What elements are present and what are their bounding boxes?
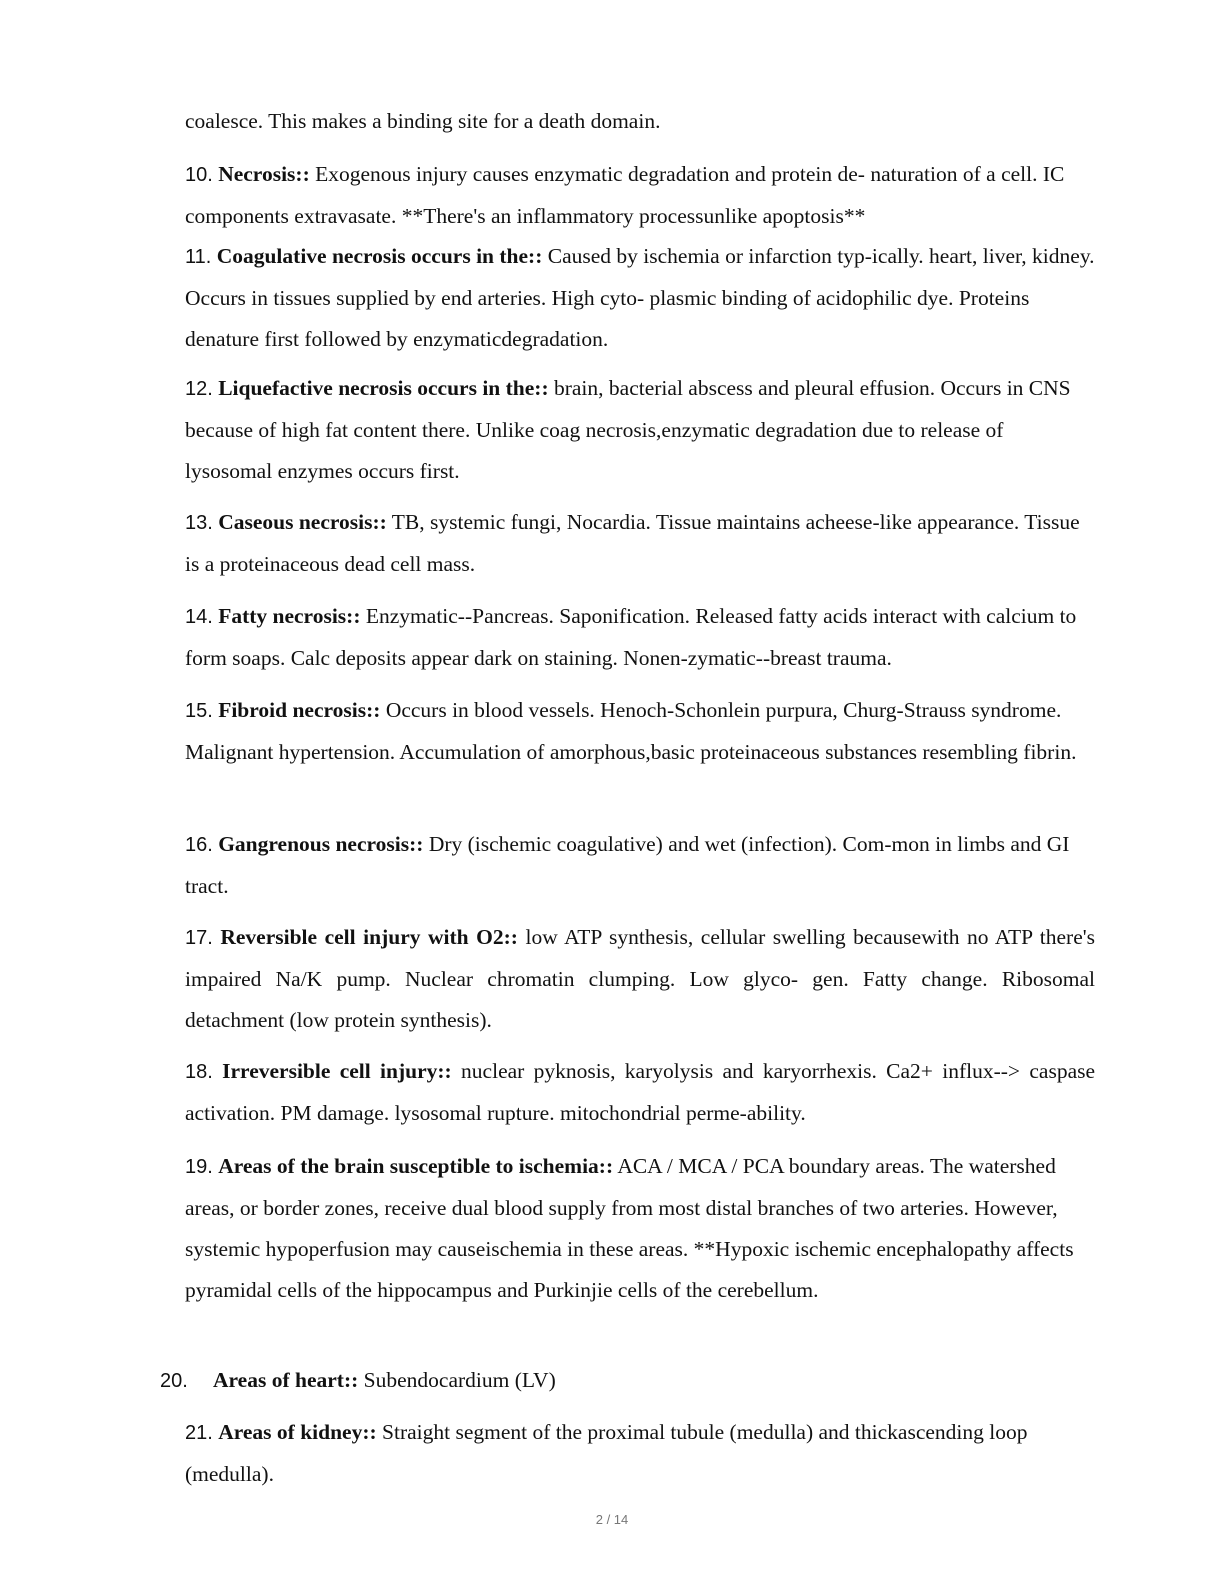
item-number: 21. (185, 1422, 213, 1444)
item-irreversible-cell-injury (185, 1051, 1095, 1134)
item-term: Caseous necrosis:: (218, 510, 387, 534)
item-number: 11. (185, 246, 212, 268)
item-liquefactive-necrosis (185, 368, 1095, 492)
item-number: 20. (160, 1370, 188, 1392)
item-coagulative-necrosis (185, 236, 1095, 360)
item-number: 19. (185, 1156, 213, 1178)
item-term: Fatty necrosis:: (218, 604, 361, 628)
item-number: 14. (185, 606, 213, 628)
item-number: 17. (185, 927, 213, 949)
item-text: Occurs in blood vessels. Henoch-Schonlein purpura, Churg-Strauss syndrome. Malignant hypertension. Accumulation of amorphous,basic proteinaceous substances resembling fibrin. (185, 698, 1077, 764)
item-fatty-necrosis (185, 596, 1095, 679)
item-necrosis (185, 154, 1095, 237)
item-text: TB, systemic fungi, Nocardia. Tissue maintains acheese-like appearance. Tissue is a proteinaceous dead cell mass. (185, 510, 1080, 576)
item-term: Reversible cell injury with O2:: (220, 925, 518, 949)
item-number: 15. (185, 700, 213, 722)
item-caseous-necrosis (185, 502, 1095, 585)
item-term: Coagulative necrosis occurs in the:: (216, 244, 543, 268)
item-term: Necrosis:: (218, 162, 310, 186)
item-text: low ATP synthesis, cellular swelling becausewith no ATP there's impaired Na/K pump. Nuclear chromatin clumping. Low glyco- gen. Fatty change. Ribosomal detachment (low protein synthesis). (185, 925, 1095, 1032)
item-brain-ischemia (185, 1146, 1095, 1311)
item-text: Exogenous injury causes enzymatic degradation and protein de- naturation of a cell. IC components extravasate. **There's an inflammatory processunlike apoptosis** (185, 162, 1065, 228)
continuation-paragraph: coalesce. This makes a binding site for a death domain. (185, 109, 661, 133)
item-text: Dry (ischemic coagulative) and wet (infection). Com-mon in limbs and GI tract. (185, 832, 1070, 898)
item-text: Enzymatic--Pancreas. Saponification. Released fatty acids interact with calcium to form soaps. Calc deposits appear dark on staining. Nonen-zymatic--breast trauma. (185, 604, 1077, 670)
item-text: Subendocardium (LV) (358, 1368, 556, 1392)
item-text: Caused by ischemia or infarction typ-ically. heart, liver, kidney. Occurs in tissues supplied by end arteries. High cyto- plasmic binding of acidophilic dye. Proteins denature first followed by enzymaticdegradation. (185, 244, 1095, 351)
item-gangrenous-necrosis (185, 824, 1095, 907)
item-text: nuclear pyknosis, karyolysis and karyorrhexis. Ca2+ influx--> caspase activation. PM damage. lysosomal rupture. mitochondrial perme-ability. (185, 1059, 1096, 1125)
item-number: 13. (185, 512, 213, 534)
item-number: 18. (185, 1061, 213, 1083)
item-number: 10. (185, 164, 213, 186)
item-term: Fibroid necrosis:: (218, 698, 381, 722)
item-reversible-cell-injury (185, 917, 1095, 1041)
item-term: Irreversible cell injury:: (222, 1059, 452, 1083)
item-areas-of-heart (160, 1360, 1070, 1402)
item-areas-of-kidney (185, 1412, 1095, 1495)
item-term: Liquefactive necrosis occurs in the:: (218, 376, 549, 400)
page-number: 2 / 14 (595, 1512, 629, 1527)
item-text: Straight segment of the proximal tubule (medulla) and thickascending loop (medulla). (185, 1420, 1028, 1486)
item-term: Areas of heart:: (213, 1368, 359, 1392)
item-term: Gangrenous necrosis:: (218, 832, 424, 856)
item-term: Areas of kidney:: (218, 1420, 377, 1444)
item-number: 12. (185, 378, 213, 400)
item-fibroid-necrosis (185, 690, 1095, 773)
item-number: 16. (185, 834, 213, 856)
item-text: ACA / MCA / PCA boundary areas. The watershed areas, or border zones, receive dual blood supply from most distal branches of two arteries. However, systemic hypoperfusion may causeischemia in these areas. **Hypoxic ischemic encephalopathy affects pyramidal cells of the hippocampus and Purkinjie cells of the cerebellum. (185, 1154, 1074, 1302)
item-text: brain, bacterial abscess and pleural effusion. Occurs in CNS because of high fat content there. Unlike coag necrosis,enzymatic degradation due to release of lysosomal enzymes occurs first. (185, 376, 1071, 483)
item-term: Areas of the brain susceptible to ischemia:: (218, 1154, 614, 1178)
